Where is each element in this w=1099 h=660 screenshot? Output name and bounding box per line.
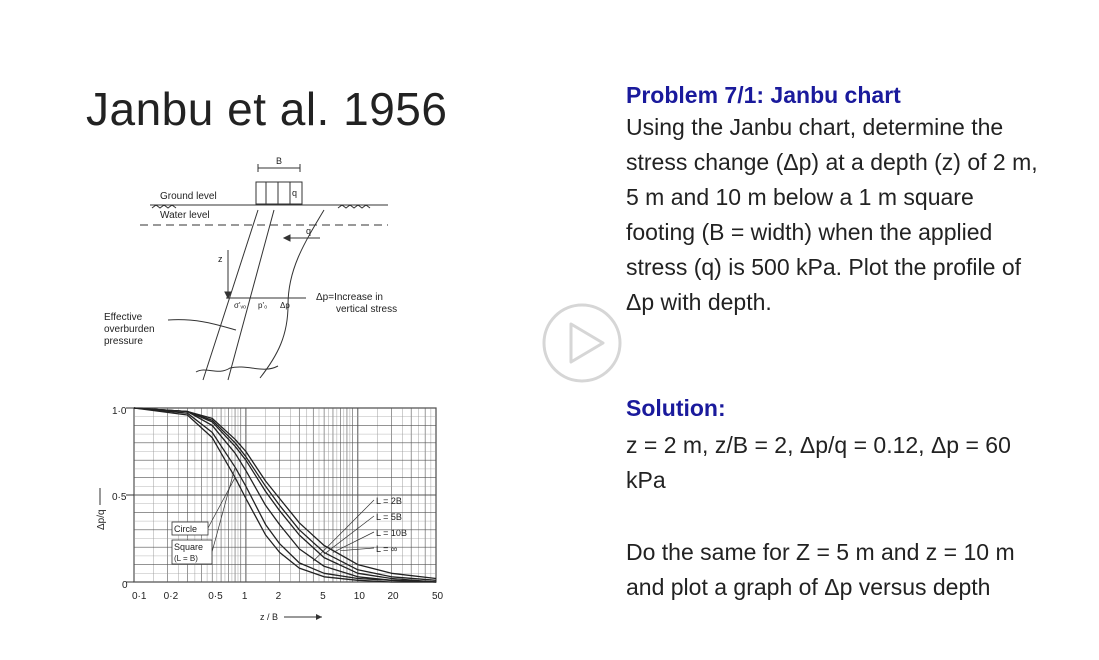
q-arrow-label: q <box>306 226 312 236</box>
z-label: z <box>218 254 223 264</box>
water-level-label: Water level <box>160 210 210 221</box>
x-ticks <box>132 591 444 602</box>
annotation-leader <box>212 467 235 552</box>
effective-label-3: pressure <box>104 336 143 347</box>
square-label: Square <box>174 542 204 552</box>
x-tick-label: 0·1 <box>132 591 147 602</box>
effective-label-1: Effective <box>104 312 143 323</box>
play-icon <box>541 302 623 384</box>
x-tick-label: 1 <box>241 591 248 602</box>
square-sub-label: (L = B) <box>174 554 198 563</box>
increase-label-2: vertical stress <box>336 304 398 315</box>
x-tick-label: 50 <box>432 591 444 602</box>
annotation-leader <box>340 548 374 551</box>
problem-body: Using the Janbu chart, determine the stress change (Δp) at a depth (z) of 2 m, 5 m and 10 m below a 1 m square footing (B = width) when the applied stress (q) is 500 kPa. Plot the profile of Δp with depth. <box>626 114 1038 315</box>
problem-block <box>626 80 1046 320</box>
y-axis-label: Δp/q <box>96 509 107 530</box>
legend-5b: L = 5B <box>376 512 402 522</box>
ground-level-label: Ground level <box>160 191 217 202</box>
x-tick-label: 0·2 <box>163 591 179 602</box>
legend-inf: L = ∞ <box>376 544 398 554</box>
slide-title: Janbu et al. 1956 <box>86 83 448 135</box>
legend-2b: L = 2B <box>376 496 402 506</box>
solution-title: Solution: <box>626 395 726 421</box>
janbu-figure-svg <box>88 150 448 645</box>
x-tick-label: 20 <box>387 591 399 602</box>
janbu-figure <box>88 150 448 645</box>
play-button[interactable] <box>541 302 623 384</box>
increase-label-1: Δp=Increase in <box>316 292 383 303</box>
circle-label: Circle <box>174 524 198 534</box>
x-tick-label: 10 <box>353 591 365 602</box>
sigma-v-label: σ'ᵥₒ <box>234 301 247 310</box>
y-tick-0: 0 <box>122 580 128 591</box>
x-tick-label: 2 <box>275 591 282 602</box>
x-tick-label: 0·5 <box>208 591 223 602</box>
y-tick-1: 1·0 <box>112 406 127 417</box>
legend-10b: L = 10B <box>376 528 407 538</box>
solution-line-1: z = 2 m, z/B = 2, Δp/q = 0.12, Δp = 60 kPa <box>626 432 1011 493</box>
b-label: B <box>276 156 283 166</box>
x-tick-label: 5 <box>320 591 326 602</box>
solution-line-2: Do the same for Z = 5 m and z = 10 m and plot a graph of Δp versus depth <box>626 539 1015 600</box>
dp-label: Δp <box>280 301 290 310</box>
effective-label-2: overburden <box>104 324 155 335</box>
problem-title: Problem 7/1: Janbu chart <box>626 82 901 108</box>
y-tick-05: 0·5 <box>112 492 127 503</box>
q-footing-label: q <box>292 188 298 198</box>
x-axis-label: z / B <box>260 612 279 622</box>
p0-label: p'₀ <box>258 301 268 310</box>
